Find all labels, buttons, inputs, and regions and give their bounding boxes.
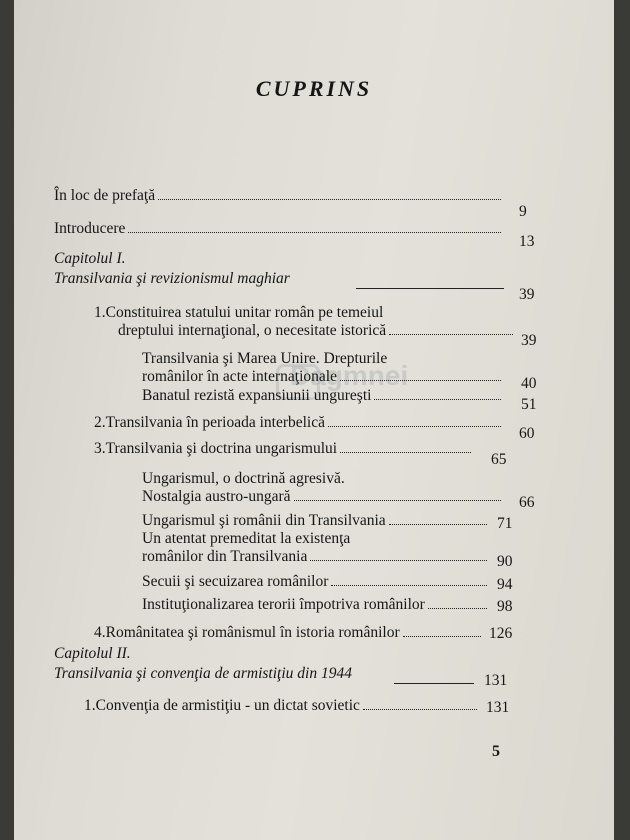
leader-dots [331,585,487,586]
chapter-label: Capitolul I. [54,250,126,267]
leader-dots [428,608,487,609]
leader-dots [310,560,487,561]
page-number: 131 [484,672,508,689]
book-page [14,0,614,840]
leader-dots [294,500,502,501]
leader-dots [128,232,501,233]
page-number: 66 [519,494,535,511]
leader-dots [389,524,487,525]
toc-entry-text: Introducere [54,220,126,237]
toc-entry-line: Ungarismul, o doctrină agresivă. [142,470,345,487]
toc-entry-line: Transilvania şi Marea Unire. Drepturile [142,350,388,367]
page-number: 13 [519,233,535,250]
toc-entry-banatul [142,387,504,405]
bleed-through-text [94,0,534,150]
leader-dots [363,709,477,710]
page-number: 60 [519,425,535,442]
toc-entry-ungarismul-romanii [142,512,490,530]
toc-entry-nostalgia [142,488,504,506]
toc-entry-constituirea [118,322,516,340]
toc-entry-text: 3.Transilvania şi doctrina ungarismului [94,440,338,457]
underline-rule [394,683,474,684]
toc-entry-romanitatea [94,624,484,642]
page-number: 65 [491,451,507,468]
toc-entry-text: dreptului internaţional, o necesitate istorică [118,322,387,339]
page-number: 39 [521,332,537,349]
page-title: CUPRINS [255,76,373,101]
toc-entry-text: Instituţionalizarea terorii împotriva românilor [142,596,425,613]
toc-entry-text: Banatul rezistă expansiunii ungureşti [142,387,372,404]
watermark-text: Dagmnei [290,360,409,391]
footer-page-number: 5 [492,743,500,760]
toc-entry-conventia [84,697,480,715]
underline-rule [356,288,504,289]
chapter-title: Transilvania şi convenţia de armistiţiu din 1944 [54,665,352,682]
leader-dots [340,380,501,381]
toc-entry-text: 1.Convenţia de armistiţiu - un dictat sovietic [84,697,360,714]
toc-entry-atentat [142,548,490,566]
page-number: 90 [497,553,513,570]
page-number: 126 [489,625,513,642]
toc-entry-secuii [142,573,490,591]
leader-dots [403,636,481,637]
page-number: 98 [497,598,513,615]
chapter-title: Transilvania şi revizionismul maghiar [54,270,290,287]
leader-dots [328,426,501,427]
toc-entry-text: Nostalgia austro-ungară [142,488,291,505]
page-number: 51 [521,396,537,413]
toc-entry-line: 1.Constituirea statului unitar român pe temeiul [94,304,384,321]
leader-dots [340,452,471,453]
toc-entry-text: Ungarismul şi românii din Transilvania [142,512,386,529]
toc-entry-institutionalizarea [142,596,490,614]
toc-entry-ungarismului [94,440,474,458]
chapter-label: Capitolul II. [54,645,131,662]
toc-entry-text: românilor din Transilvania [142,548,308,565]
leader-dots [158,199,501,200]
toc-entry-text: Secuii şi secuizarea românilor [142,573,329,590]
leader-dots [389,334,513,335]
leader-dots [374,399,501,400]
toc-entry-text: românilor în acte internaţionale [142,368,337,385]
toc-entry-interbelica [94,414,504,432]
page-number: 94 [497,576,513,593]
page-number: 9 [519,203,527,220]
toc-entry-text: 2.Transilvania în perioada interbelică [94,414,325,431]
toc-entry-marea-unire [142,368,504,386]
toc-entry-prefata [54,187,504,205]
page-number: 131 [486,699,510,716]
page-number: 40 [521,375,537,392]
toc-entry-line: Un atentat premeditat la existenţa [142,530,351,547]
page-number: 39 [519,286,535,303]
toc-entry-text: 4.Românitatea şi românismul în istoria românilor [94,624,400,641]
toc-entry-text: În loc de prefaţă [54,187,156,204]
toc-entry-introducere [54,220,504,238]
page-number: 71 [497,515,513,532]
